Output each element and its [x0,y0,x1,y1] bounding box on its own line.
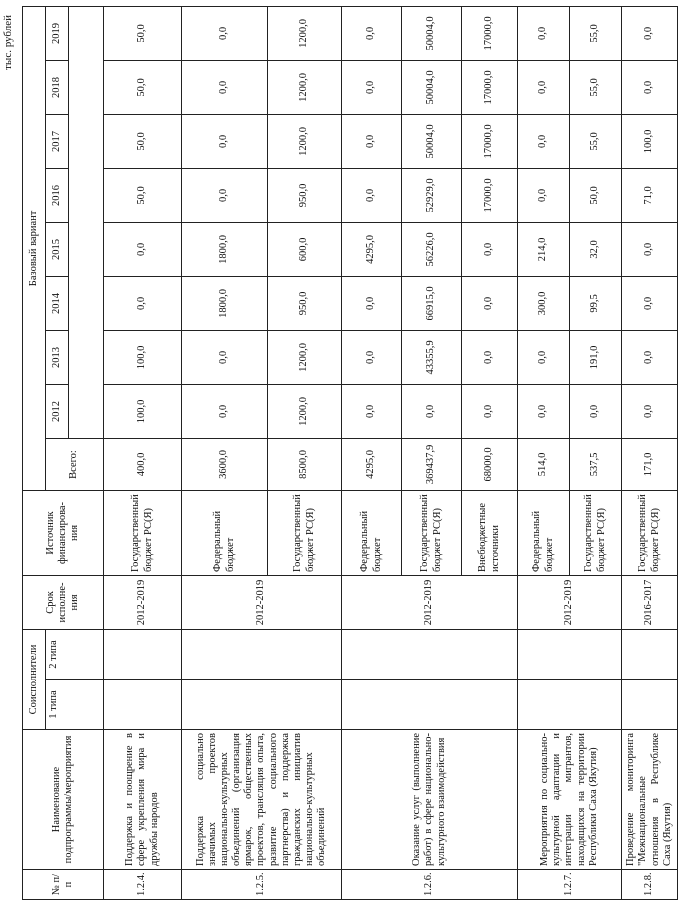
source-cell: Федеральный бюджет [518,490,570,575]
co-executor-type1 [104,680,182,730]
row-number: 1.2.4. [104,870,182,900]
source-cell: Государственный бюджет РС(Я) [104,490,182,575]
term-cell: 2012-2019 [342,575,518,629]
table-row [104,6,182,899]
value-cell: 1800,0 [182,222,268,276]
source-cell: Федеральный бюджет [182,490,268,575]
value-cell: 50,0 [104,6,182,60]
value-cell: 1200,0 [268,60,342,114]
table-row [518,6,570,899]
header-year: 2016 [46,168,69,222]
term-cell: 2012-2019 [182,575,342,629]
header-co-executors: Соисполнители [23,629,46,729]
value-cell: 50,0 [570,168,622,222]
value-cell: 0,0 [518,168,570,222]
value-cell: 55,0 [570,6,622,60]
table-body [104,6,678,899]
value-cell: 1200,0 [268,330,342,384]
value-cell: 50,0 [104,114,182,168]
row-number: 1.2.5. [182,870,342,900]
co-executor-type2 [622,629,678,679]
header-year: 2012 [46,384,69,438]
co-executor-type1 [342,680,518,730]
header-num: № п/п [23,870,104,900]
value-cell: 1800,0 [182,276,268,330]
value-cell: 50004,0 [402,60,462,114]
measure-name: Поддержка социально значимых проектов национально-культурных объединений (организация ярмарок, общественных проектов, трансляция опыта, развитие социального партнерства) и поддержка гражданских инициатив национально-культурных объединений [182,730,342,870]
header-year: 2017 [46,114,69,168]
value-cell: 191,0 [570,330,622,384]
value-cell: 300,0 [518,276,570,330]
value-cell: 1200,0 [268,114,342,168]
budget-table [22,6,678,900]
value-cell: 43355,9 [402,330,462,384]
header-year: 2019 [46,6,69,60]
header-spacer [69,6,104,438]
table-row [182,6,268,899]
value-cell: 0,0 [342,168,402,222]
header-type1: 1 типа [46,680,104,730]
total-cell: 514,0 [518,438,570,490]
value-cell: 0,0 [104,222,182,276]
total-cell: 369437,9 [402,438,462,490]
header-type2: 2 типа [46,629,104,679]
total-cell: 4295,0 [342,438,402,490]
value-cell: 0,0 [518,60,570,114]
header-year: 2013 [46,330,69,384]
term-cell: 2012-2019 [518,575,622,629]
value-cell: 100,0 [622,114,678,168]
value-cell: 66915,0 [402,276,462,330]
value-cell: 0,0 [622,60,678,114]
source-cell: Федеральный бюджет [342,490,402,575]
value-cell: 0,0 [518,114,570,168]
value-cell: 71,0 [622,168,678,222]
value-cell: 950,0 [268,168,342,222]
value-cell: 214,0 [518,222,570,276]
value-cell: 52929,0 [402,168,462,222]
co-executor-type1 [182,680,342,730]
value-cell: 600,0 [268,222,342,276]
total-cell: 171,0 [622,438,678,490]
co-executor-type2 [182,629,342,679]
value-cell: 100,0 [104,384,182,438]
value-cell: 50004,0 [402,6,462,60]
value-cell: 0,0 [622,276,678,330]
value-cell: 4295,0 [342,222,402,276]
value-cell: 0,0 [518,6,570,60]
value-cell: 0,0 [182,384,268,438]
source-cell: Государственный бюджет РС(Я) [622,490,678,575]
row-number: 1.2.6. [342,870,518,900]
row-number: 1.2.8. [622,870,678,900]
header-total: Всего: [46,438,104,490]
value-cell: 0,0 [462,384,518,438]
value-cell: 0,0 [342,114,402,168]
value-cell: 0,0 [518,330,570,384]
value-cell: 17000,0 [462,60,518,114]
co-executor-type2 [342,629,518,679]
total-cell: 537,5 [570,438,622,490]
value-cell: 0,0 [462,330,518,384]
total-cell: 400,0 [104,438,182,490]
value-cell: 0,0 [518,384,570,438]
value-cell: 0,0 [342,276,402,330]
value-cell: 0,0 [622,6,678,60]
total-cell: 8500,0 [268,438,342,490]
term-cell: 2016-2017 [622,575,678,629]
unit-label: тыс. рублей [2,15,14,70]
value-cell: 0,0 [342,60,402,114]
header-year: 2015 [46,222,69,276]
header-term: Срок исполне-ния [23,575,104,629]
value-cell: 17000,0 [462,114,518,168]
value-cell: 0,0 [570,384,622,438]
value-cell: 0,0 [462,276,518,330]
value-cell: 55,0 [570,114,622,168]
co-executor-type1 [622,680,678,730]
value-cell: 0,0 [622,222,678,276]
value-cell: 50,0 [104,60,182,114]
value-cell: 0,0 [622,330,678,384]
value-cell: 1200,0 [268,6,342,60]
value-cell: 1200,0 [268,384,342,438]
value-cell: 0,0 [622,384,678,438]
value-cell: 0,0 [182,330,268,384]
source-cell: Государственный бюджет РС(Я) [402,490,462,575]
header-year: 2014 [46,276,69,330]
value-cell: 0,0 [462,222,518,276]
value-cell: 17000,0 [462,6,518,60]
value-cell: 0,0 [104,276,182,330]
total-cell: 3600,0 [182,438,268,490]
value-cell: 32,0 [570,222,622,276]
measure-name: Проведение мониторинга "Межнациональные отношения в Республике Саха (Якутия) [622,730,678,870]
co-executor-type2 [518,629,622,679]
value-cell: 56226,0 [402,222,462,276]
source-cell: Внебюджетные источники [462,490,518,575]
header-name: Наименование подпрограммы/мероприятия [23,730,104,870]
value-cell: 0,0 [182,168,268,222]
value-cell: 55,0 [570,60,622,114]
value-cell: 950,0 [268,276,342,330]
measure-name: Оказание услуг (выполнение работ) в сфере национально-культурного взаимодействия [342,730,518,870]
value-cell: 0,0 [182,114,268,168]
value-cell: 0,0 [342,384,402,438]
term-cell: 2012-2019 [104,575,182,629]
total-cell: 68000,0 [462,438,518,490]
table-row [342,6,402,899]
measure-name: Мероприятия по социально-культурной адаптации и интеграции мигрантов, находящихся на территории Республики Саха (Якутия) [518,730,622,870]
value-cell: 0,0 [182,60,268,114]
value-cell: 99,5 [570,276,622,330]
source-cell: Государственный бюджет РС(Я) [268,490,342,575]
source-cell: Государственный бюджет РС(Я) [570,490,622,575]
value-cell: 50,0 [104,168,182,222]
measure-name: Поддержка и поощрение в сфере укрепления мира и дружбы народов [104,730,182,870]
value-cell: 0,0 [402,384,462,438]
co-executor-type2 [104,629,182,679]
header-source: Источник финансирова-ния [23,490,104,575]
value-cell: 0,0 [182,6,268,60]
row-number: 1.2.7. [518,870,622,900]
value-cell: 100,0 [104,330,182,384]
value-cell: 17000,0 [462,168,518,222]
value-cell: 50004,0 [402,114,462,168]
header-year: 2018 [46,60,69,114]
rotated-table-area [2,5,673,900]
value-cell: 0,0 [342,330,402,384]
header-base-variant: Базовый вариант [23,6,46,490]
co-executor-type1 [518,680,622,730]
table-row [622,6,678,899]
value-cell: 0,0 [342,6,402,60]
